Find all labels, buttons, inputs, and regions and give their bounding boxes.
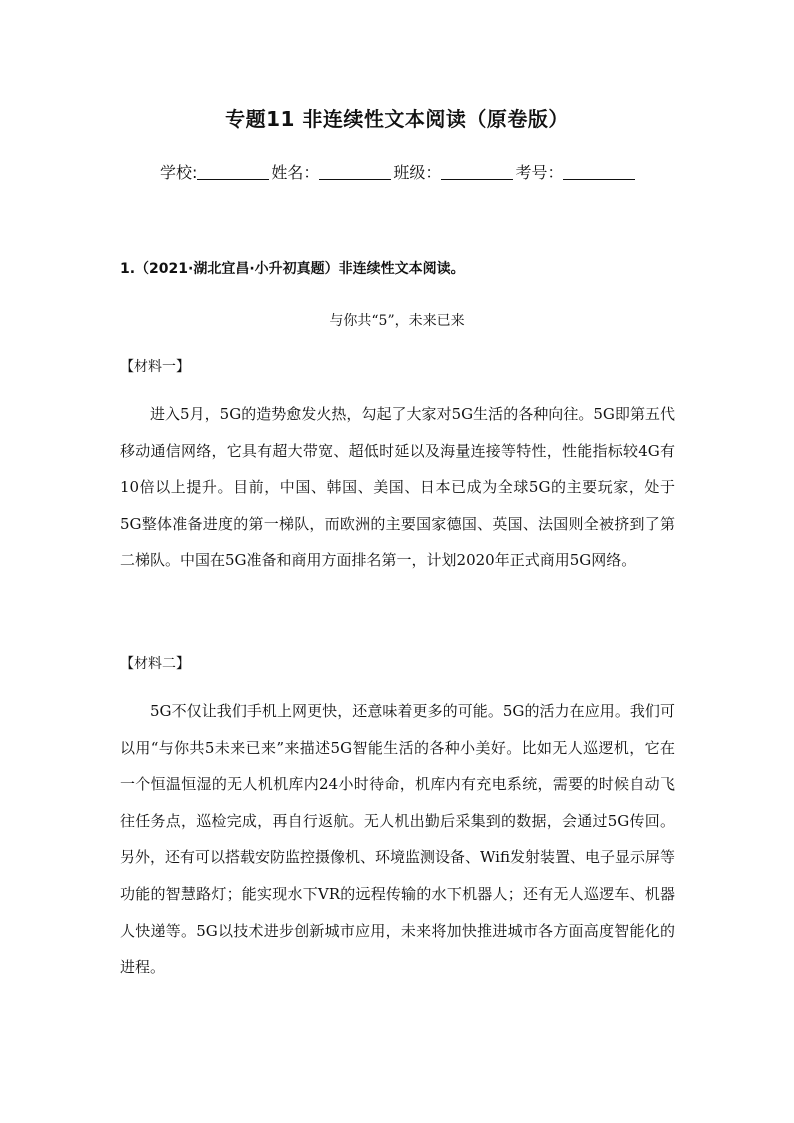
question-heading: 1.（2021·湖北宜昌·小升初真题）非连续性文本阅读。 [120, 261, 465, 277]
student-info-line [160, 160, 680, 183]
number-blank[interactable] [563, 163, 635, 180]
material-one-label: 【材料一】 [120, 359, 190, 375]
school-label: 学校: [160, 163, 198, 182]
class-blank[interactable] [441, 163, 513, 180]
material-two-paragraph: 5G不仅让我们手机上网更快，还意味着更多的可能。5G的活力在应用。我们可以用“与你共5未来已来”来描述5G智能生活的各种小美好。比如无人巡逻机，它在一个恒温恒湿的无人机机库内24小时待命，机库内有充电系统，需要的时候自动飞往任务点，巡检完成，再自行返航。无人机出勤后采集到的数据，会通过5G传回。另外，还有可以搭载安防监控摄像机、环境监测设备、Wifi发射装置、电子显示屏等功能的智慧路灯；能实现水下VR的远程传输的水下机器人；还有无人巡逻车、机器人快递等。5G以技术进步创新城市应用，未来将加快推进城市各方面高度智能化的进程。 [120, 702, 675, 977]
material-one-paragraph: 进入5月，5G的造势愈发火热，勾起了大家对5G生活的各种向往。5G即第五代移动通信网络，它具有超大带宽、超低时延以及海量连接等特性，性能指标较4G有10倍以上提升。目前，中国、韩国、美国、日本已成为全球5G的主要玩家，处于5G整体准备进度的第一梯队，而欧洲的主要国家德国、英国、法国则全被挤到了第二梯队。中国在5G准备和商用方面排名第一，计划2020年正式商用5G网络。 [120, 405, 675, 570]
name-blank[interactable] [319, 163, 391, 180]
material-two-label: 【材料二】 [120, 656, 190, 672]
school-blank[interactable] [197, 163, 269, 180]
article-subtitle: 与你共“5”，未来已来 [329, 313, 465, 329]
class-label: 班级： [393, 163, 442, 182]
number-label: 考号： [515, 163, 564, 182]
page-title: 专题11 非连续性文本阅读（原卷版） [225, 107, 569, 131]
name-label: 姓名： [271, 163, 320, 182]
